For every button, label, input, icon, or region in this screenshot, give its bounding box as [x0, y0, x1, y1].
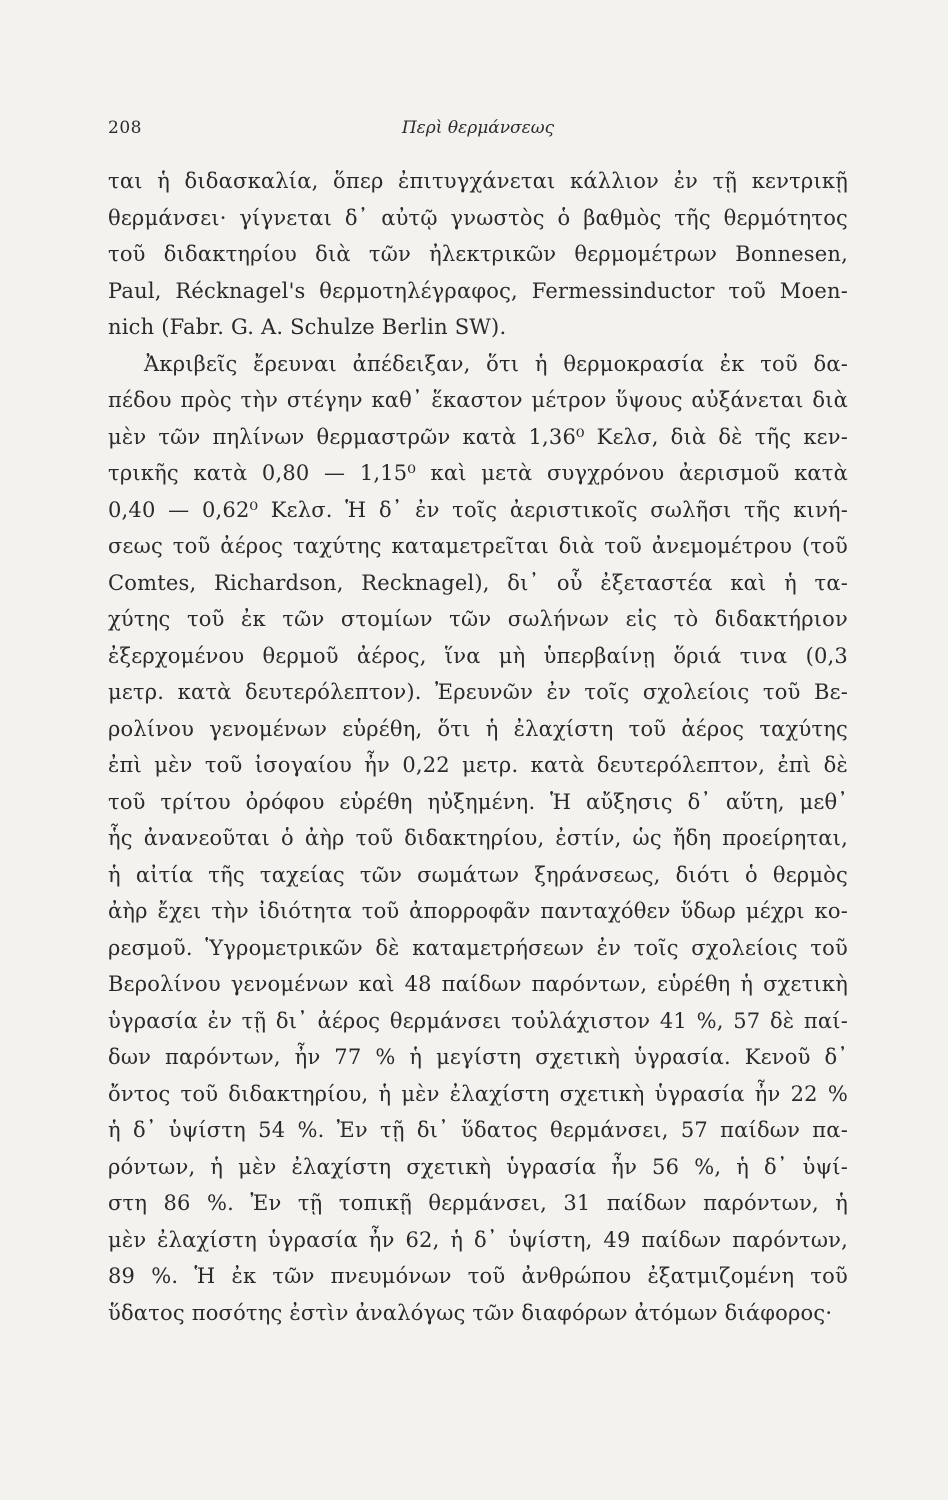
text-line: τοῦ διδακτηρίου διὰ τῶν ἠλεκτρικῶν θερμομέτρων Bonnesen,	[108, 242, 848, 266]
body-text	[108, 163, 848, 1331]
text-line: μὲν ἐλαχίστη ὑγρασία ἦν 62, ἡ δ᾽ ὑψίστη, 49 παίδων παρόντων,	[108, 1227, 848, 1252]
text-line: ὄντος τοῦ διδακτηρίου, ἡ μὲν ἐλαχίστη σχετικὴ ὑγρασία ἦν 22 %	[108, 1081, 848, 1106]
text-line: δων παρόντων, ἦν 77 % ἡ μεγίστη σχετικὴ ὑγρασία. Κενοῦ δ᾽	[108, 1045, 848, 1069]
running-title: Περὶ θερμάνσεως	[401, 118, 555, 138]
text-line: ρόντων, ἡ μὲν ἐλαχίστη σχετικὴ ὑγρασία ἦν 56 %, ἡ δ᾽ ὑψί-	[108, 1154, 848, 1179]
text-line: ἐξερχομένου θερμοῦ ἀέρος, ἵνα μὴ ὑπερβαίνῃ ὅριά τινα (0,3	[108, 643, 848, 668]
page-number: 208	[108, 118, 142, 138]
text-line: μὲν τῶν πηλίνων θερμαστρῶν κατὰ 1,36⁰ Κελσ, διὰ δὲ τῆς κεν-	[108, 424, 848, 449]
text-line: ἐπὶ μὲν τοῦ ἰσογαίου ἦν 0,22 μετρ. κατὰ δευτερόλεπτον, ἐπὶ δὲ	[108, 753, 848, 777]
text-line: ται ἡ διδασκαλία, ὅπερ ἐπιτυγχάνεται κάλλιον ἐν τῇ κεντρικῇ	[108, 169, 848, 193]
text-line: ὑγρασία ἐν τῇ δι᾽ ἀέρος θερμάνσει τοὐλάχιστον 41 %, 57 δὲ παί-	[108, 1008, 848, 1033]
text-line: ἧς ἀνανεοῦται ὁ ἀὴρ τοῦ διδακτηρίου, ἐστίν, ὡς ἤδη προείρηται,	[108, 826, 848, 850]
text-line: χύτης τοῦ ἐκ τῶν στομίων τῶν σωλήνων εἰς τὸ διδακτήριον	[108, 607, 848, 631]
text-line: 0,40 — 0,62⁰ Κελσ. Ἡ δ᾽ ἐν τοῖς ἀεριστικοῖς σωλῆσι τῆς κινή-	[108, 497, 848, 522]
text-line: Comtes, Richardson, Recknagel), δι᾽ οὗ ἐξεταστέα καὶ ἡ τα-	[108, 570, 848, 595]
text-line: σεως τοῦ ἀέρος ταχύτης καταμετρεῖται διὰ τοῦ ἀνεμομέτρου (τοῦ	[108, 534, 848, 558]
text-line: στη 86 %. Ἐν τῇ τοπικῇ θερμάνσει, 31 παίδων παρόντων, ἡ	[108, 1191, 848, 1215]
text-line: τρικῆς κατὰ 0,80 — 1,15⁰ καὶ μετὰ συγχρόνου ἀερισμοῦ κατὰ	[108, 461, 848, 485]
text-line: ρολίνου γενομένων εὑρέθη, ὅτι ἡ ἐλαχίστη τοῦ ἀέρος ταχύτης	[108, 716, 848, 741]
text-line: θερμάνσει· γίγνεται δ᾽ αὐτῷ γνωστὸς ὁ βαθμὸς τῆς θερμότητος	[108, 205, 848, 230]
text-line: ἡ δ᾽ ὑψίστη 54 %. Ἐν τῇ δι᾽ ὕδατος θερμάνσει, 57 παίδων πα-	[108, 1118, 848, 1142]
text-line: nich (Fabr. G. A. Schulze Berlin SW).	[108, 315, 507, 339]
text-line: ἀὴρ ἔχει τὴν ἰδιότητα τοῦ ἀπορροφᾶν πανταχόθεν ὕδωρ μέχρι κο-	[108, 899, 848, 923]
text-line: πέδου πρὸς τὴν στέγην καθ᾽ ἕκαστον μέτρον ὕψους αὐξάνεται διὰ	[108, 388, 848, 412]
text-line: Βερολίνου γενομένων καὶ 48 παίδων παρόντων, εὑρέθη ἡ σχετικὴ	[108, 972, 848, 996]
text-line: 89 %. Ἡ ἐκ τῶν πνευμόνων τοῦ ἀνθρώπου ἐξατμιζομένη τοῦ	[108, 1264, 848, 1288]
text-line: ἡ αἰτία τῆς ταχείας τῶν σωμάτων ξηράνσεως, διότι ὁ θερμὸς	[108, 862, 848, 887]
page-header	[108, 118, 848, 148]
text-line: Ἀκριβεῖς ἔρευναι ἀπέδειξαν, ὅτι ἡ θερμοκρασία ἐκ τοῦ δα-	[144, 351, 848, 376]
text-line: Paul, Récknagel's θερμοτηλέγραφος, Fermessinductor τοῦ Moen-	[108, 278, 848, 303]
text-line: τοῦ τρίτου ὀρόφου εὑρέθη ηὐξημένη. Ἡ αὔξησις δ᾽ αὕτη, μεθ᾽	[108, 789, 848, 814]
text-line: μετρ. κατὰ δευτερόλεπτον). Ἐρευνῶν ἐν τοῖς σχολείοις τοῦ Βε-	[108, 680, 848, 704]
text-line: ὕδατος ποσότης ἐστὶν ἀναλόγως τῶν διαφόρων ἀτόμων διάφορος·	[108, 1300, 833, 1325]
text-line: ρεσμοῦ. Ὑγρομετρικῶν δὲ καταμετρήσεων ἐν τοῖς σχολείοις τοῦ	[108, 935, 848, 960]
